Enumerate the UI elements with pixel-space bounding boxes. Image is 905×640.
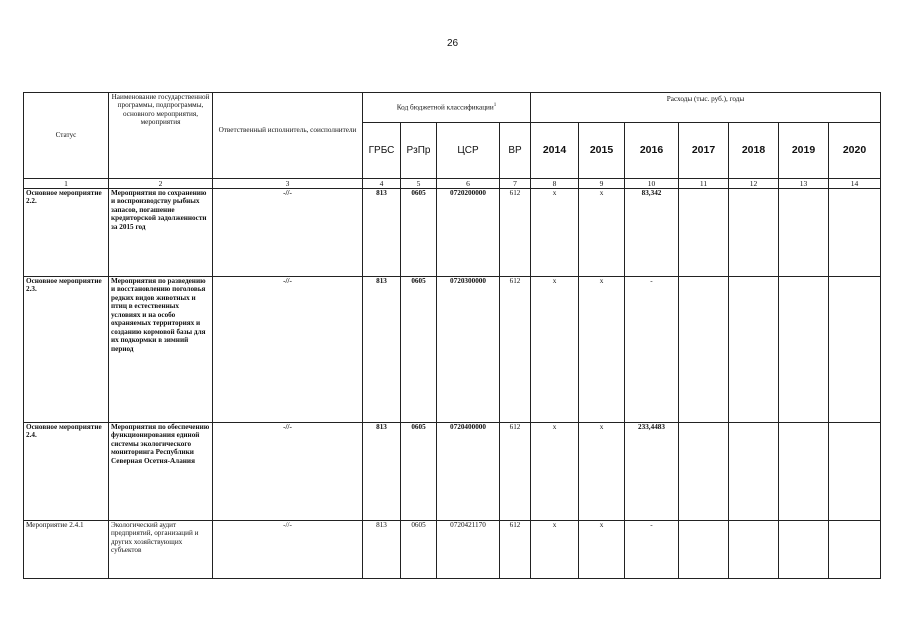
- header-year: 2016: [625, 123, 679, 179]
- row-2014: x: [531, 521, 579, 579]
- header-row-top: [24, 93, 881, 123]
- row-2019: [779, 277, 829, 423]
- row-grbs: 813: [363, 423, 401, 521]
- row-2017: [679, 189, 729, 277]
- row-2014: x: [531, 277, 579, 423]
- row-status: Мероприятие 2.4.1: [24, 521, 109, 579]
- budget-code-label: Код бюджетной классификации: [396, 103, 494, 112]
- header-rzpr: РзПр: [401, 123, 437, 179]
- table-row: [24, 189, 881, 277]
- header-grbs: ГРБС: [363, 123, 401, 179]
- row-status: Основное мероприятие 2.3.: [24, 277, 109, 423]
- column-number: 10: [625, 179, 679, 189]
- row-name: Мероприятия по обеспечению функционирования единой системы экологического мониторинга Республики Северная Осетия-Алания: [109, 423, 213, 521]
- table-row: [24, 521, 881, 579]
- header-executor: Ответственный исполнитель, соисполнители: [213, 93, 363, 179]
- row-executor: -//-: [213, 521, 363, 579]
- column-number-row: [24, 179, 881, 189]
- row-2019: [779, 189, 829, 277]
- row-rzpr: 0605: [401, 189, 437, 277]
- table-row: [24, 423, 881, 521]
- row-executor: -//-: [213, 277, 363, 423]
- row-2016: 83,342: [625, 189, 679, 277]
- header-vr: ВР: [500, 123, 531, 179]
- budget-table: [23, 92, 881, 579]
- row-csr: 0720300000: [437, 277, 500, 423]
- row-name: Мероприятия по разведению и восстановлению поголовья редких видов животных и птиц в естественных условиях и на особо охраняемых территориях и созданию кормовой базы для их подкормки в зимний период: [109, 277, 213, 423]
- column-number: 3: [213, 179, 363, 189]
- row-2020: [829, 189, 881, 277]
- row-2015: x: [579, 189, 625, 277]
- row-2018: [729, 277, 779, 423]
- column-number: 8: [531, 179, 579, 189]
- row-grbs: 813: [363, 189, 401, 277]
- row-2015: x: [579, 277, 625, 423]
- row-2015: x: [579, 521, 625, 579]
- row-2016: 233,4483: [625, 423, 679, 521]
- row-2020: [829, 521, 881, 579]
- row-2014: x: [531, 423, 579, 521]
- row-2018: [729, 423, 779, 521]
- row-2020: [829, 423, 881, 521]
- header-year: 2015: [579, 123, 625, 179]
- row-grbs: 813: [363, 521, 401, 579]
- column-number: 7: [500, 179, 531, 189]
- row-2014: x: [531, 189, 579, 277]
- row-2018: [729, 521, 779, 579]
- column-number: 14: [829, 179, 881, 189]
- row-name: Экологический аудит предприятий, организаций и других хозяйствующих субъектов: [109, 521, 213, 579]
- row-csr: 0720200000: [437, 189, 500, 277]
- column-number: 5: [401, 179, 437, 189]
- column-number: 6: [437, 179, 500, 189]
- header-year: 2017: [679, 123, 729, 179]
- row-2017: [679, 521, 729, 579]
- row-2017: [679, 423, 729, 521]
- header-status: Статус: [24, 93, 109, 179]
- row-2020: [829, 277, 881, 423]
- header-expenses: Расходы (тыс. руб.), годы: [531, 93, 881, 123]
- column-number: 11: [679, 179, 729, 189]
- row-2016: -: [625, 277, 679, 423]
- column-number: 13: [779, 179, 829, 189]
- row-2015: x: [579, 423, 625, 521]
- header-budget-code: [363, 93, 531, 123]
- header-year: 2019: [779, 123, 829, 179]
- row-rzpr: 0605: [401, 277, 437, 423]
- page-number: 26: [446, 38, 459, 49]
- budget-code-footnote: 1: [493, 103, 497, 109]
- header-year: 2018: [729, 123, 779, 179]
- row-2019: [779, 521, 829, 579]
- row-name: Мероприятия по сохранению и воспроизводству рыбных запасов, погашение кредиторской задолженности за 2015 год: [109, 189, 213, 277]
- row-csr: 0720421170: [437, 521, 500, 579]
- table-row: [24, 277, 881, 423]
- row-status: Основное мероприятие 2.2.: [24, 189, 109, 277]
- header-year: 2020: [829, 123, 881, 179]
- column-number: 1: [24, 179, 109, 189]
- row-2019: [779, 423, 829, 521]
- row-status: Основное мероприятие 2.4.: [24, 423, 109, 521]
- row-executor: -//-: [213, 423, 363, 521]
- column-number: 4: [363, 179, 401, 189]
- row-2018: [729, 189, 779, 277]
- row-vr: 612: [500, 277, 531, 423]
- row-grbs: 813: [363, 277, 401, 423]
- column-number: 9: [579, 179, 625, 189]
- row-vr: 612: [500, 521, 531, 579]
- row-rzpr: 0605: [401, 521, 437, 579]
- column-number: 12: [729, 179, 779, 189]
- row-2017: [679, 277, 729, 423]
- header-year: 2014: [531, 123, 579, 179]
- header-csr: ЦСР: [437, 123, 500, 179]
- row-2016: -: [625, 521, 679, 579]
- row-csr: 0720400000: [437, 423, 500, 521]
- row-rzpr: 0605: [401, 423, 437, 521]
- row-executor: -//-: [213, 189, 363, 277]
- row-vr: 612: [500, 189, 531, 277]
- row-vr: 612: [500, 423, 531, 521]
- column-number: 2: [109, 179, 213, 189]
- header-name: Наименование государственной программы, подпрограммы, основного мероприятия, мероприятия: [109, 93, 213, 179]
